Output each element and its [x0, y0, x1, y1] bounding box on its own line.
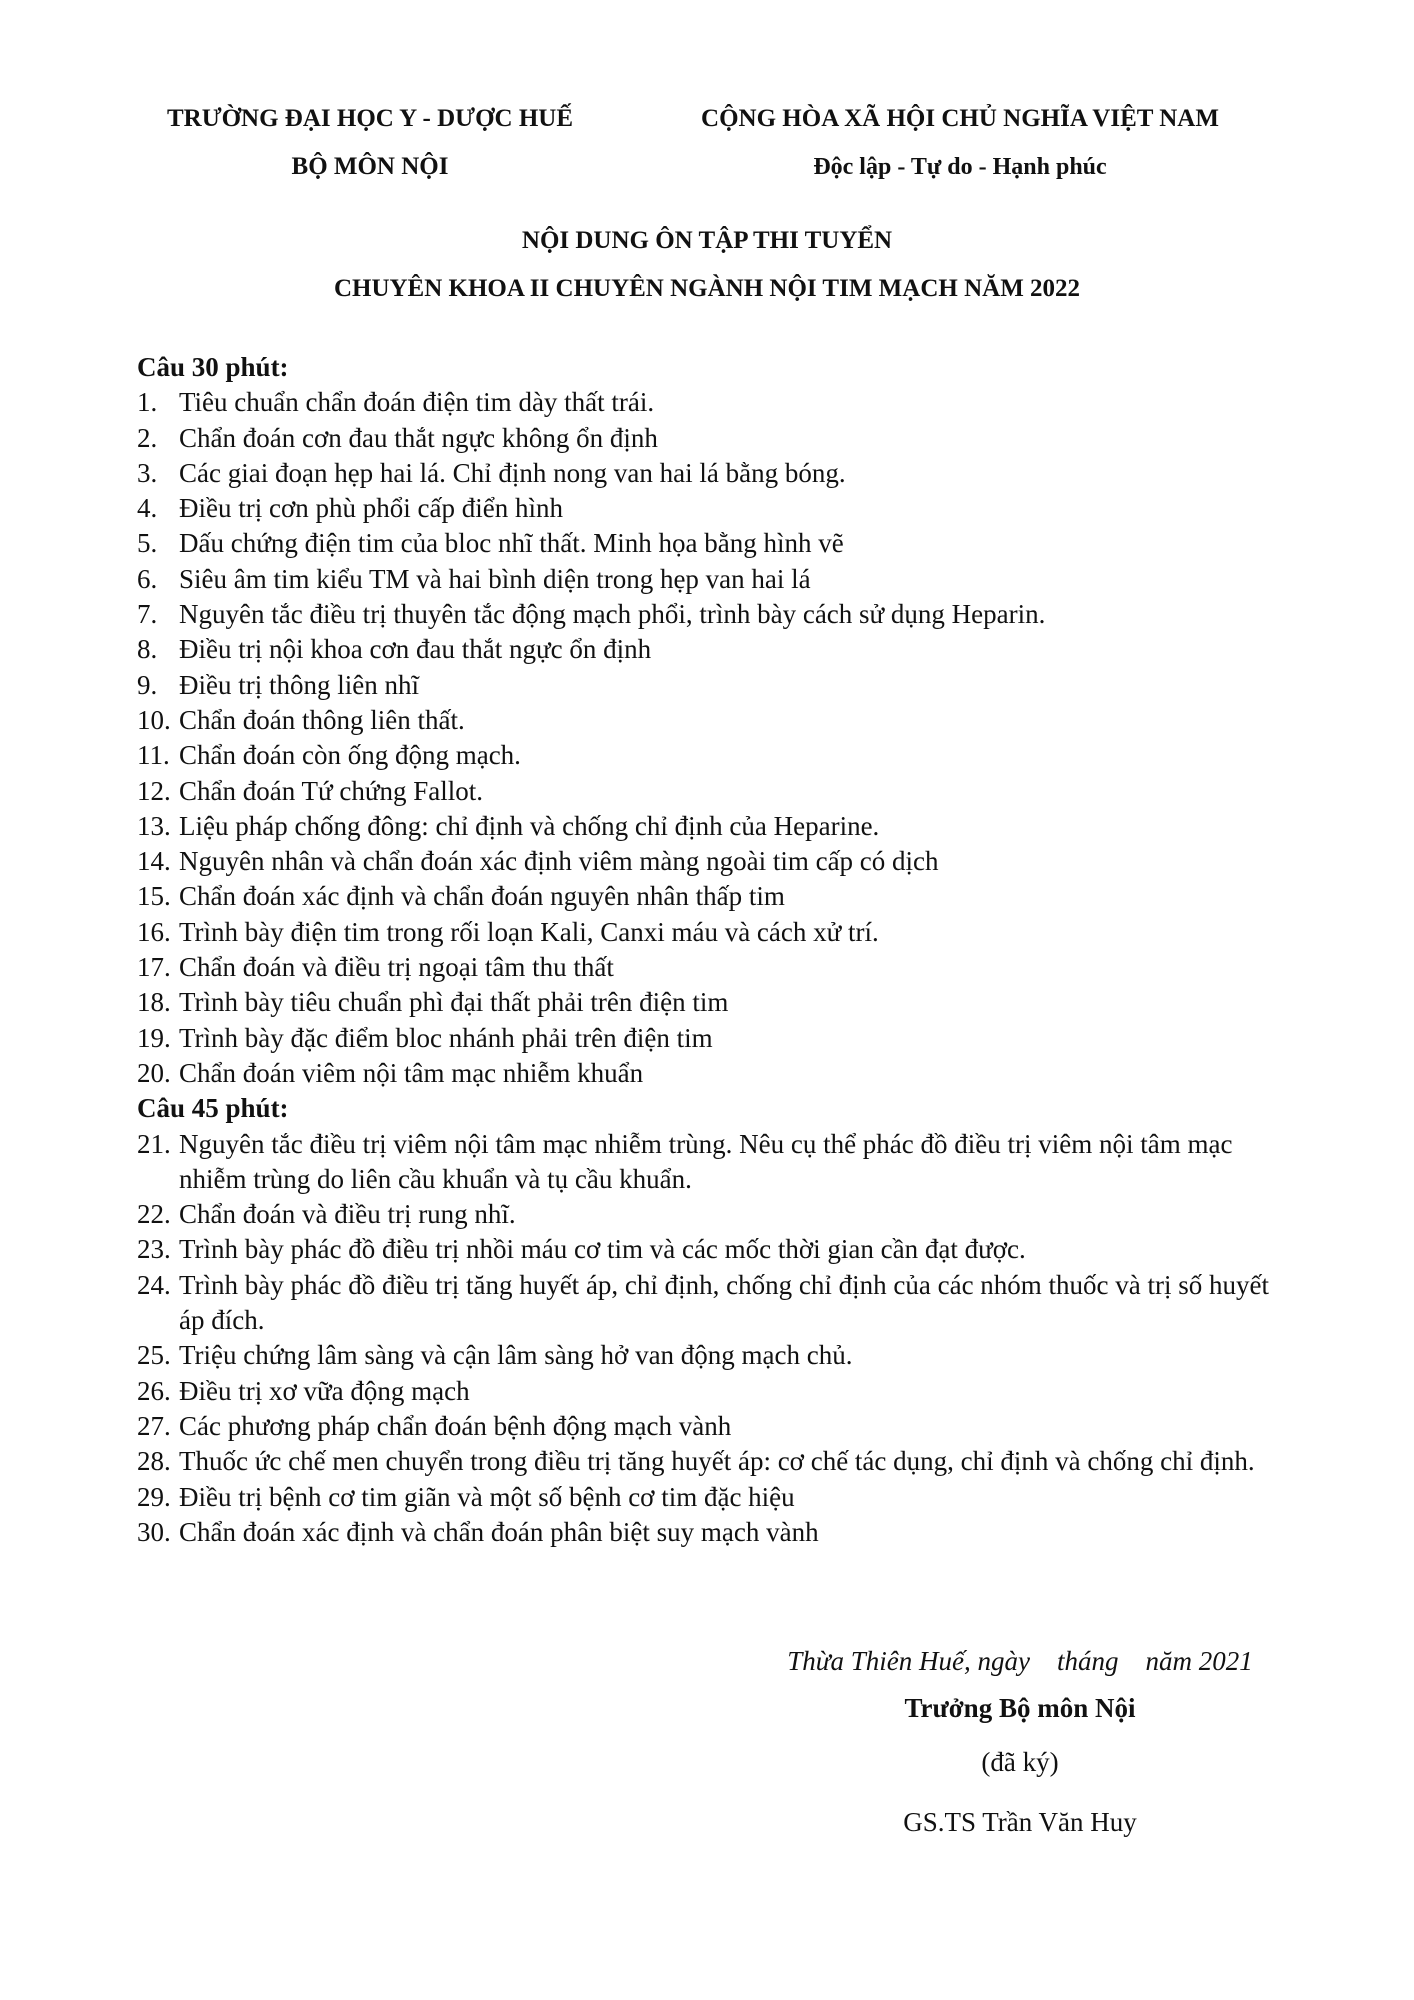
national-title: CỘNG HÒA XÃ HỘI CHỦ NGHĨA VIỆT NAM [701, 105, 1219, 132]
question-text: Tiêu chuẩn chẩn đoán điện tim dày thất trái. [179, 387, 655, 418]
question-item [137, 562, 1297, 597]
question-item [137, 385, 1297, 420]
question-item [137, 1232, 1297, 1267]
question-number: 16. [137, 916, 171, 947]
question-number: 12. [137, 775, 171, 806]
question-number: 18. [137, 987, 171, 1018]
question-item [137, 632, 1297, 667]
question-text: Chẩn đoán xác định và chẩn đoán phân biệt suy mạch vành [179, 1516, 819, 1547]
question-text: Liệu pháp chống đông: chỉ định và chống chỉ định của Heparine. [179, 810, 880, 841]
signer-name: GS.TS Trần Văn Huy [903, 1807, 1137, 1837]
question-item [137, 1338, 1297, 1373]
question-text: Trình bày phác đồ điều trị tăng huyết áp, chỉ định, chống chỉ định của các nhóm thuốc và trị số huyết áp đích. [179, 1269, 1270, 1336]
question-text: Chẩn đoán và điều trị ngoại tâm thu thất [179, 952, 614, 983]
question-text: Dấu chứng điện tim của bloc nhĩ thất. Minh họa bằng hình vẽ [179, 528, 844, 559]
question-text: Điều trị bệnh cơ tim giãn và một số bệnh cơ tim đặc hiệu [179, 1481, 795, 1512]
question-item [137, 1409, 1297, 1444]
section-heading: Câu 30 phút: [137, 352, 289, 382]
question-item [137, 597, 1297, 632]
question-item [137, 491, 1297, 526]
question-text: Triệu chứng lâm sàng và cận lâm sàng hở van động mạch chủ. [179, 1340, 853, 1371]
national-motto: Độc lập - Tự do - Hạnh phúc [813, 154, 1107, 180]
question-item [137, 668, 1297, 703]
question-number: 3. [137, 457, 158, 488]
question-item [137, 1056, 1297, 1091]
question-text: Các phương pháp chẩn đoán bệnh động mạch vành [179, 1410, 732, 1441]
question-text: Điều trị xơ vữa động mạch [179, 1375, 470, 1406]
question-text: Chẩn đoán xác định và chẩn đoán nguyên nhân thấp tim [179, 881, 785, 912]
question-item [137, 809, 1297, 844]
question-text: Chẩn đoán cơn đau thắt ngực không ổn định [179, 422, 658, 453]
signed-note: (đã ký) [981, 1747, 1059, 1777]
question-item [137, 1444, 1297, 1479]
question-text: Trình bày điện tim trong rối loạn Kali, Canxi máu và cách xử trí. [179, 916, 879, 947]
question-number: 20. [137, 1057, 171, 1088]
question-number: 15. [137, 881, 171, 912]
question-text: Chẩn đoán viêm nội tâm mạc nhiễm khuẩn [179, 1057, 644, 1088]
question-number: 19. [137, 1022, 171, 1053]
question-item [137, 1515, 1297, 1550]
question-number: 5. [137, 528, 158, 559]
question-number: 27. [137, 1410, 171, 1441]
question-text: Trình bày đặc điểm bloc nhánh phải trên điện tim [179, 1022, 713, 1053]
question-text: Chẩn đoán còn ống động mạch. [179, 740, 521, 771]
question-number: 26. [137, 1375, 171, 1406]
question-number: 10. [137, 704, 171, 735]
question-item [137, 950, 1297, 985]
question-number: 8. [137, 634, 158, 665]
question-text: Nguyên tắc điều trị viêm nội tâm mạc nhiễm trùng. Nêu cụ thể phác đồ điều trị viêm nội tâm mạc nhiễm trùng do liên cầu khuẩn và tụ cầu khuẩn. [179, 1128, 1233, 1194]
question-text: Điều trị thông liên nhĩ [179, 669, 419, 700]
question-item [137, 456, 1297, 491]
question-number: 4. [137, 493, 158, 524]
question-text: Nguyên tắc điều trị thuyên tắc động mạch phổi, trình bày cách sử dụng Heparin. [179, 599, 1046, 630]
question-item [137, 703, 1297, 738]
question-number: 6. [137, 563, 158, 594]
question-text: Trình bày tiêu chuẩn phì đại thất phải trên điện tim [179, 987, 729, 1018]
question-item [137, 1197, 1297, 1232]
question-text: Chẩn đoán và điều trị rung nhĩ. [179, 1199, 516, 1230]
question-number: 13. [137, 810, 171, 841]
question-item [137, 915, 1297, 950]
question-text: Chẩn đoán thông liên thất. [179, 704, 465, 735]
question-text: Siêu âm tim kiểu TM và hai bình diện trong hẹp van hai lá [179, 563, 811, 594]
question-text: Trình bày phác đồ điều trị nhồi máu cơ tim và các mốc thời gian cần đạt được. [179, 1234, 1026, 1265]
question-item [137, 526, 1297, 561]
question-number: 30. [137, 1516, 171, 1547]
question-number: 1. [137, 387, 158, 418]
question-text: Nguyên nhân và chẩn đoán xác định viêm màng ngoài tim cấp có dịch [179, 846, 939, 877]
question-number: 7. [137, 599, 158, 630]
question-number: 9. [137, 669, 158, 700]
title-line-2: CHUYÊN KHOA II CHUYÊN NGÀNH NỘI TIM MẠCH NĂM 2022 [333, 275, 1081, 302]
question-text: Điều trị nội khoa cơn đau thắt ngực ổn định [179, 634, 652, 665]
question-item [137, 879, 1297, 914]
question-item [137, 1127, 1297, 1198]
question-text: Các giai đoạn hẹp hai lá. Chỉ định nong van hai lá bằng bóng. [179, 457, 846, 488]
question-text: Điều trị cơn phù phổi cấp điển hình [179, 493, 563, 524]
question-number: 14. [137, 846, 171, 877]
national-header [670, 100, 1250, 196]
signer-role: Trưởng Bộ môn Nội [904, 1693, 1136, 1723]
university-name: TRƯỜNG ĐẠI HỌC Y - DƯỢC HUẾ [166, 105, 573, 132]
question-item [137, 774, 1297, 809]
question-item [137, 844, 1297, 879]
question-item [137, 738, 1297, 773]
question-number: 11. [137, 740, 170, 771]
title-line-1: NỘI DUNG ÔN TẬP THI TUYỂN [521, 227, 893, 254]
question-number: 23. [137, 1234, 171, 1265]
question-item [137, 1480, 1297, 1515]
department-name: BỘ MÔN NỘI [291, 153, 449, 180]
institution-header [140, 100, 600, 196]
question-number: 24. [137, 1269, 171, 1300]
question-item [137, 1374, 1297, 1409]
question-number: 21. [137, 1128, 171, 1159]
question-number: 22. [137, 1199, 171, 1230]
question-item [137, 1268, 1297, 1339]
question-text: Chẩn đoán Tứ chứng Fallot. [179, 775, 483, 806]
question-item [137, 985, 1297, 1020]
place-date: Thừa Thiên Huế, ngày tháng năm 2021 [787, 1646, 1253, 1676]
document-title [0, 222, 1414, 318]
question-number: 2. [137, 422, 158, 453]
section-heading: Câu 45 phút: [137, 1093, 289, 1124]
question-item [137, 1021, 1297, 1056]
question-number: 17. [137, 952, 171, 983]
question-list [137, 350, 1297, 1550]
question-number: 29. [137, 1481, 171, 1512]
question-text: Thuốc ức chế men chuyển trong điều trị tăng huyết áp: cơ chế tác dụng, chỉ định và chống chỉ định. [179, 1446, 1255, 1477]
question-item [137, 421, 1297, 456]
question-number: 25. [137, 1340, 171, 1371]
signature-block [720, 1638, 1320, 1852]
question-number: 28. [137, 1446, 171, 1477]
